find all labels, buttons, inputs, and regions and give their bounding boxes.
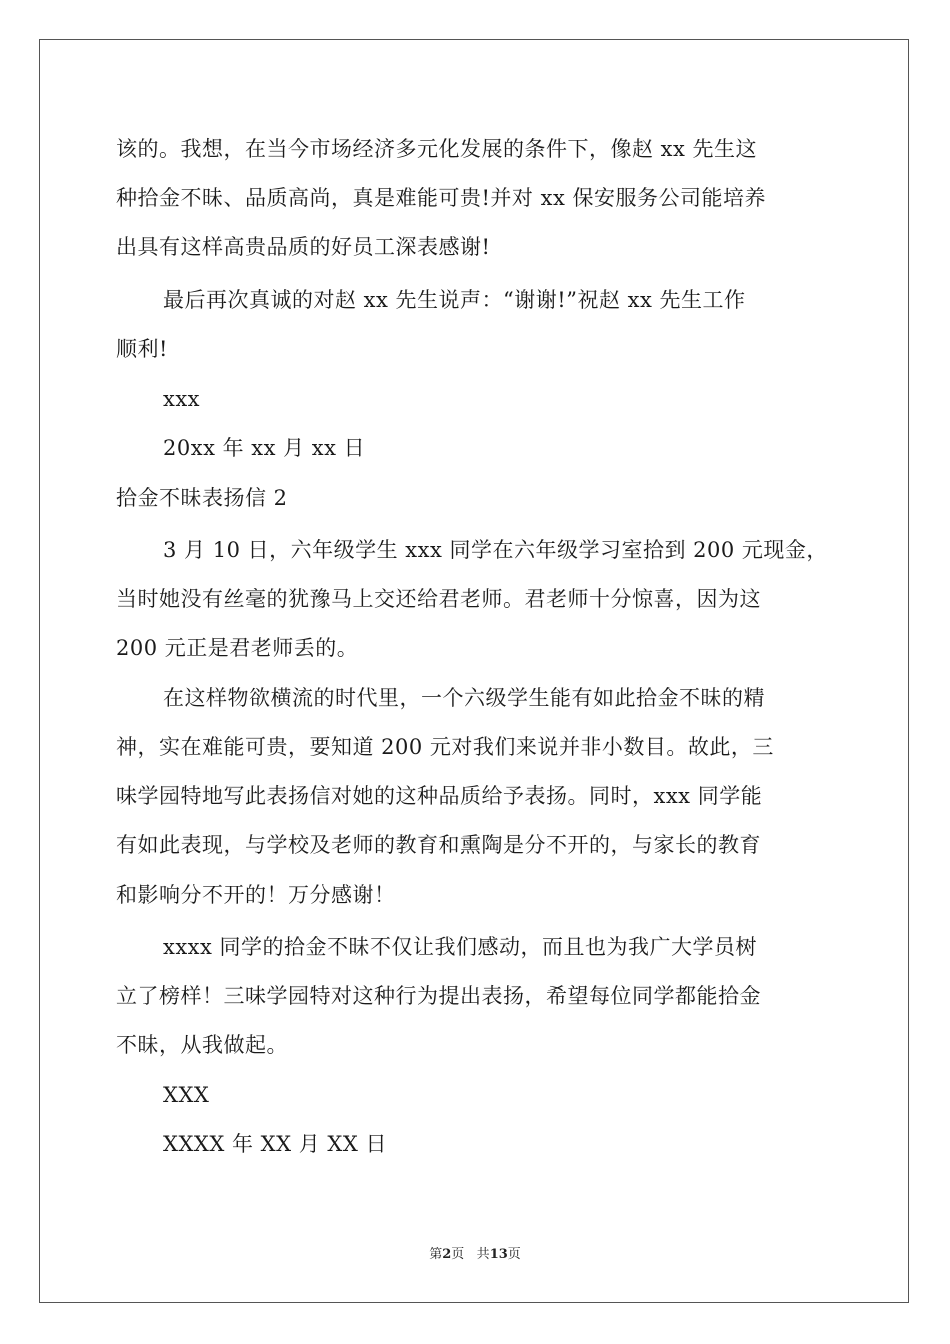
text-line: 种拾金不昧、品质高尚，真是难能可贵!并对 xx 保安服务公司能培养 <box>116 186 766 210</box>
page-footer <box>0 1246 950 1264</box>
total-pages: 13 <box>489 1247 508 1262</box>
text-line: 出具有这样高贵品质的好员工深表感谢! <box>116 235 491 259</box>
total-prefix: 共 <box>476 1247 490 1262</box>
text-line: 有如此表现，与学校及老师的教育和熏陶是分不开的，与家长的教育 <box>116 833 761 857</box>
signature-line: XXX <box>163 1083 210 1107</box>
date-line: 20xx 年 xx 月 xx 日 <box>163 436 366 460</box>
text-line: 顺利! <box>116 337 168 361</box>
signature-line: xxx <box>163 387 201 411</box>
text-line: 200 元正是君老师丢的。 <box>116 636 359 660</box>
section-heading: 拾金不昧表扬信 2 <box>116 486 288 510</box>
text-line: 立了榜样！三味学园特对这种行为提出表扬，希望每位同学都能拾金 <box>116 984 761 1008</box>
text-line: 和影响分不开的！万分感谢！ <box>116 883 396 907</box>
text-line: 神，实在难能可贵，要知道 200 元对我们来说并非小数目。故此，三 <box>116 735 774 759</box>
text-line: xxxx 同学的拾金不昧不仅让我们感动，而且也为我广大学员树 <box>163 935 758 959</box>
text-line: 最后再次真诚的对赵 xx 先生说声：“谢谢!”祝赵 xx 先生工作 <box>163 288 746 312</box>
text-line: 3 月 10 日，六年级学生 xxx 同学在六年级学习室拾到 200 元现金， <box>163 538 828 562</box>
page-border <box>39 39 909 1303</box>
page-prefix: 第 <box>429 1247 443 1262</box>
text-line: 不昧，从我做起。 <box>116 1033 288 1057</box>
text-line: 在这样物欲横流的时代里，一个六级学生能有如此拾金不昧的精 <box>163 686 765 710</box>
page-number: 2 <box>442 1247 452 1262</box>
text-line: 当时她没有丝毫的犹豫马上交还给君老师。君老师十分惊喜，因为这 <box>116 587 761 611</box>
text-line: 味学园特地写此表扬信对她的这种品质给予表扬。同时，xxx 同学能 <box>116 784 763 808</box>
date-line: XXXX 年 XX 月 XX 日 <box>163 1132 387 1156</box>
text-line: 该的。我想，在当今市场经济多元化发展的条件下，像赵 xx 先生这 <box>116 137 758 161</box>
page-suffix: 页 <box>451 1247 465 1262</box>
total-suffix: 页 <box>507 1247 521 1262</box>
